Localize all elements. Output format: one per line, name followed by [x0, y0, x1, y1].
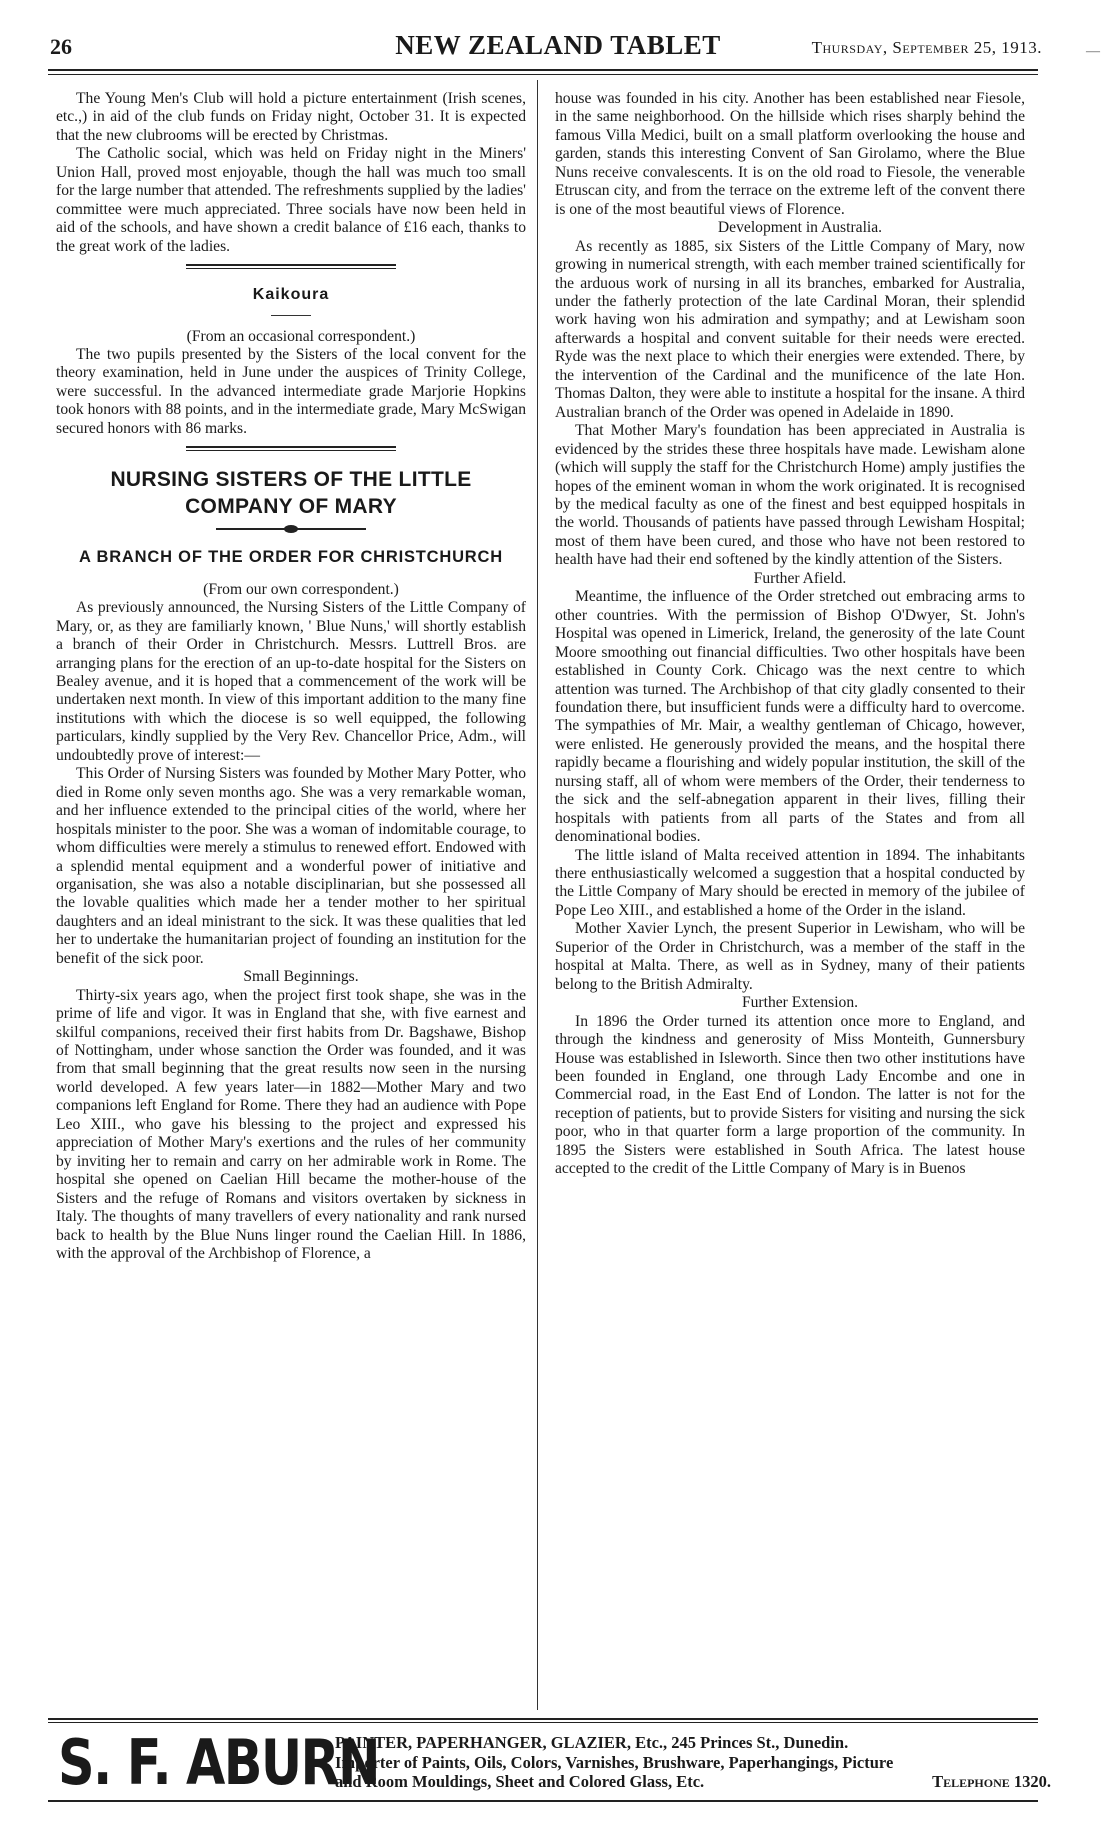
advert-line: Importer of Paints, Oils, Colors, Varnishes, Brushware, Paperhangings, Picture — [335, 1752, 894, 1772]
kaikoura-paragraph: The two pupils presented by the Sisters of the local convent for the theory examination, held in June under the auspices of Trinity College, were successful. In the advanced intermediate grade Marjorie Hopkins took honors with 88 points, and in the intermediate grade, Mary McSwigan secured honors with 86 marks. — [56, 345, 526, 437]
header-rule — [48, 69, 1038, 71]
advert-line: and Room Mouldings, Sheet and Colored Glass, Etc. — [335, 1772, 705, 1791]
article-paragraph: Meantime, the influence of the Order stretched out embracing arms to other countries. With the permission of Bishop O'Dwyer, St. John's Hospital was opened in Limerick, Ireland, the generosity of the late Count Moore smoothing out financial difficulties. Two other hospitals have been established in County Cork. Chicago was the next centre to which attention was turned. The Archbishop of that city gladly consented to their foundation there, but insufficient funds were a difficulty hard to overcome. The sympathies of Mr. Mair, a wealthy gentleman of Chicago, however, were enlisted. He generously provided the means, and the hospital there rapidly became a flourishing and widely popular institution, the skill of the nursing staff, all of whom were members of the Order, their tenderness to the sick and the self-abnegation apparent in their lives, filling their hospitals with patients from all parts of the States and from all denominational bodies. — [555, 588, 1025, 846]
issue-date: Thursday, September 25, 1913. — [811, 38, 1042, 57]
article-paragraph: As recently as 1885, six Sisters of the Little Company of Mary, now growing in numerical strength, with each member trained scientifically for the arduous work of nursing in all its branches, embarked for Australia, under the fatherly protection of the late Cardinal Moran, their splendid work having won his admiration and sympathy; and at Lewisham soon afterwards a hospital and convent suitable for their needs were erected. Ryde was the next place to which their energies were extended. There, by the intervention of the Cardinal and the munificence of the late Hon. Thomas Dalton, they were able to institute a hospital for the insane. A third Australian branch of the Order was opened in Adelaide in 1890. — [555, 237, 1025, 421]
news-paragraph: The Catholic social, which was held on Friday night in the Miners' Union Hall, proved most enjoyable, though the hall was much too small for the large number that attended. The refreshments supplied by the ladies' committee were much appreciated. Three socials have now been held in aid of the schools, and have shown a credit balance of £16 each, thanks to the great work of the ladies. — [56, 145, 526, 255]
column-divider — [537, 80, 538, 1710]
advert-rule-thin — [48, 1722, 1038, 1723]
advert-telephone: Telephone 1320. — [932, 1772, 1051, 1791]
article-paragraph: This Order of Nursing Sisters was founded by Mother Mary Potter, who died in Rome only seven months ago. She was a very remarkable woman, and her influence extended to the principal cities of the world, where her hospitals minister to the poor. She was a woman of indomitable courage, to whom difficulties were merely a stimulus to renewed effort. Endowed with a splendid mental equipment and a wonderful power of initiative and organisation, she was also a notable disciplinarian, but she possessed all the lovable qualities which made her a tender mother to her spiritual daughters and an ideal ministrant to the sick. It was these qualities that led her to undertake the humanitarian project of founding an institution for the benefit of the sick poor. — [56, 765, 526, 967]
section-heading-further-afield: Further Afield. — [753, 569, 847, 587]
advert-text — [335, 1733, 1051, 1792]
section-separator — [186, 446, 396, 448]
header-dash: — — [1086, 44, 1100, 59]
kaikoura-heading: Kaikoura — [252, 286, 330, 304]
headline-ornament — [216, 528, 366, 530]
article-subheadline: A BRANCH OF THE ORDER FOR CHRISTCHURCH — [79, 548, 503, 567]
kaikoura-byline: (From an occasional correspondent.) — [186, 327, 416, 345]
right-column — [555, 90, 1025, 1179]
section-heading-development: Development in Australia. — [717, 219, 883, 237]
article-paragraph: house was founded in his city. Another has been established near Fiesole, in the same neighborhood. On the hillside which rises sharply behind the famous Villa Medici, built on a small platform overlooking the house and garden, stands this interesting Convent of San Girolamo, where the Blue Nuns receive convalescents. It is on the old road to Fiesole, the venerable Etruscan city, and from the terrace on the extreme left of the convent there is one of the most beautiful views of Florence. — [555, 90, 1025, 218]
advert-business-name: S. F. ABURN — [58, 1726, 379, 1799]
left-column — [56, 90, 526, 1263]
header-rule-thin — [48, 74, 1038, 75]
advert-rule — [48, 1718, 1038, 1720]
advert-bottom-rule — [48, 1800, 1038, 1802]
section-heading-further-extension: Further Extension. — [741, 994, 859, 1012]
heading-rule — [271, 315, 311, 316]
page-number: 26 — [50, 34, 72, 59]
advert-line: PAINTER, PAPERHANGER, GLAZIER, Etc., 245 Princes St., Dunedin. — [335, 1733, 849, 1752]
advert-line-3 — [335, 1772, 1051, 1792]
article-paragraph: In 1896 the Order turned its attention once more to England, and through the kindness and generosity of Miss Monteith, Gunnersbury House was established in Isleworth. Since then two other institutions have been founded in England, one through Lady Encombe and one in Commercial road, in the East End of London. The latter is not for the reception of patients, but to provide Sisters for visiting and nursing the sick poor, who in that quarter form a large proportion of the community. In 1895 the Sisters were established in South Africa. The latest house accepted to the credit of the Little Company of Mary is in Buenos — [555, 1012, 1025, 1178]
article-paragraph: That Mother Mary's foundation has been appreciated in Australia is evidenced by the strides these three hospitals have made. Lewisham alone (which will supply the staff for the Christchurch Home) amply justifies the hopes of the eminent woman in whom the work originated. It is recognised by the medical faculty as one of the finest and best equipped hospitals in the world. Thousands of patients have passed through Lewisham Hospital; most of them have been cured, and those who have not been restored to health have had their end softened by the kindly attention of the Sisters. — [555, 422, 1025, 569]
news-paragraph: The Young Men's Club will hold a picture entertainment (Irish scenes, etc.,) in aid of the club funds on Friday night, October 31. It is expected that the new clubrooms will be erected by Christmas. — [56, 90, 526, 144]
page-header — [38, 30, 1100, 66]
article-paragraph: The little island of Malta received attention in 1894. The inhabitants there enthusiastically welcomed a suggestion that a hospital conducted by the Little Company of Mary should be erected in memory of the jubilee of Pope Leo XIII., and established a home of the Order in the island. — [555, 846, 1025, 919]
section-separator — [186, 264, 396, 266]
article-paragraph: Mother Xavier Lynch, the present Superior in Lewisham, who will be Superior of the Order in Christchurch, was a member of the staff in the hospital at Malta. There, as well as in Sydney, many of their patients belong to the British Admiralty. — [555, 920, 1025, 993]
article-paragraph: As previously announced, the Nursing Sisters of the Little Company of Mary, or, as they are familiarly known, ' Blue Nuns,' will shortly establish a branch of their Order in Christchurch. Messrs. Luttrell Bros. are arranging plans for the erection of an up-to-date hospital for the Sisters on Bealey avenue, and it is hoped that a commencement of the work will be undertaken next month. In view of this important addition to the many fine institutions with which the diocese is so well equipped, the following particulars, kindly supplied by the Very Rev. Chancellor Price, Adm., will undoubtedly prove of interest:— — [56, 599, 526, 764]
article-paragraph: Thirty-six years ago, when the project first took shape, she was in the prime of life and vigor. It was in England that she, with five earnest and skilful companions, received their first habits from Dr. Bagshawe, Bishop of Nottingham, under whose sanction the Order was founded, and it was from that small beginning that the great results now seen in the nursing world developed. A few years later—in 1882—Mother Mary and two companions left England for Rome. There they had an audience with Pope Leo XIII., who gave his blessing to the project and expressed his appreciation of Mother Mary's exertions and the rules of her community by inviting her to remain and carry on her admirable work in Rome. The hospital she opened on Caelian Hill became the mother-house of the Sisters and the refuge of Romans and visitors overtaken by sickness in Italy. The thoughts of many travellers of every nationality and rank nursed back to health by the Blue Nuns linger round the Caelian Hill. In 1886, with the approval of the Archbishop of Florence, a — [56, 986, 526, 1263]
article-byline: (From our own correspondent.) — [203, 580, 399, 598]
article-headline: NURSING SISTERS OF THE LITTLE COMPANY OF MARY — [110, 468, 472, 519]
section-heading-small-beginnings: Small Beginnings. — [243, 968, 359, 986]
masthead-title: NEW ZEALAND TABLET — [395, 30, 721, 60]
